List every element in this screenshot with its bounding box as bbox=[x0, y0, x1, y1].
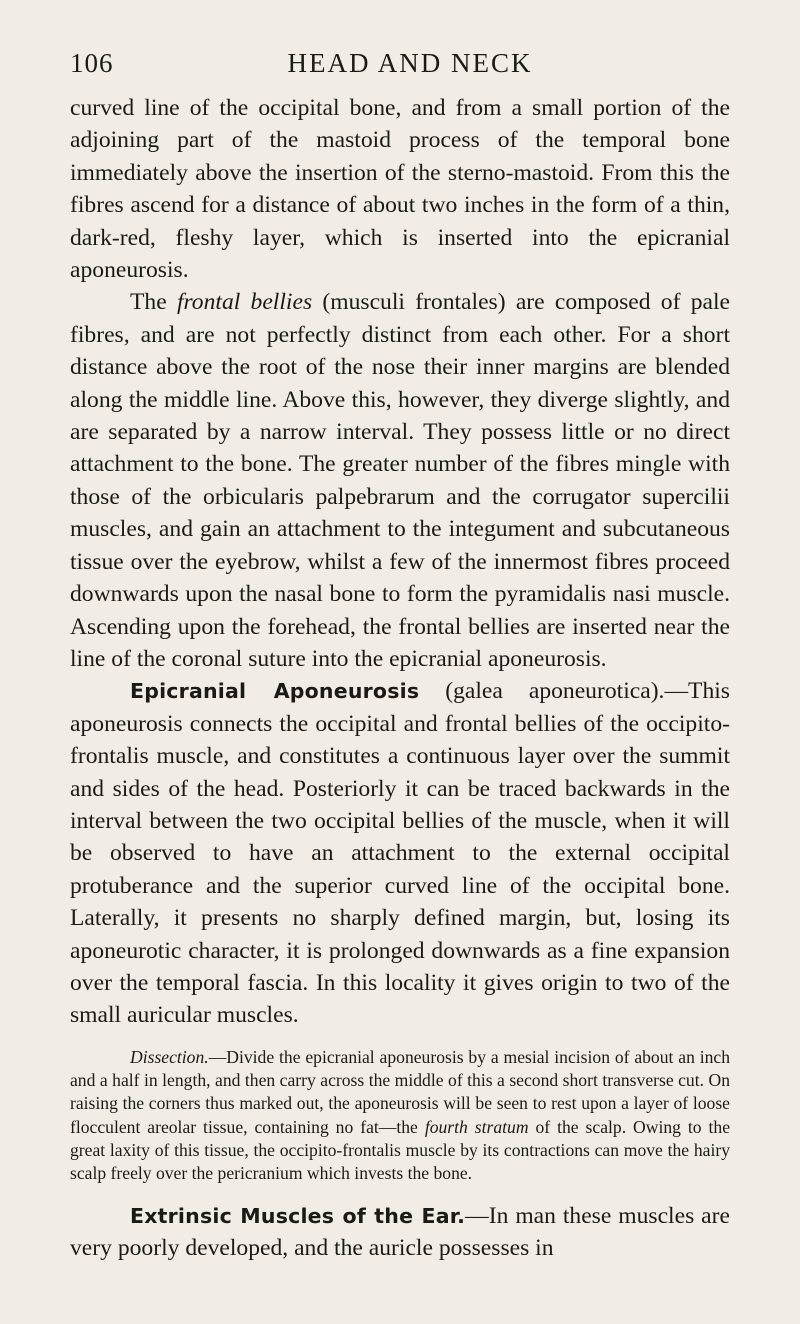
text-span: —Divide the epicranial aponeurosis by a mesial incision of about an inch and a half in length, and then carry across the middle of this a second short transverse cut. On raising the corners thus marked out, the aponeurosis will be seen to rest upon a layer of loose flocculent areolar tissue, containing no fat—the bbox=[70, 1046, 730, 1137]
dissection-note bbox=[70, 1046, 730, 1186]
body-text bbox=[70, 92, 730, 1264]
paragraph-frontal-bellies bbox=[70, 286, 730, 675]
italic-term-frontal-bellies: frontal bellies bbox=[176, 289, 313, 316]
dissection-label: Dissection. bbox=[130, 1046, 209, 1067]
running-head: HEAD AND NECK bbox=[287, 48, 533, 78]
text-span: of the scalp. Owing to the great laxity of this tissue, the occipito-frontalis muscle by its contractions can move the hairy scalp freely over the pericranium which invests the bone. bbox=[70, 1116, 730, 1184]
page-number: 106 bbox=[70, 48, 114, 78]
paragraph-extrinsic-muscles-ear bbox=[70, 1200, 730, 1265]
section-heading-epicranial-aponeurosis: Epicranial Aponeurosis bbox=[130, 679, 420, 704]
text-span: —In man these muscles are very poorly developed, and the auricle possesses in bbox=[70, 1202, 730, 1261]
text-span: (galea aponeurotica).—This aponeurosis connects the occipital and frontal bellies of the occipito-frontalis muscle, and constitutes a continuous layer over the summit and sides of the head. Posteriorly it can be traced backwards in the interval between the two occipital bellies of the muscle, when it will be observed to have an attachment to the external occipital protuberance and the superior curved line of the occipital bone. Laterally, it presents no sharply defined margin, but, losing its aponeurotic character, it is prolonged downwards as a fine expansion over the temporal fascia. In this locality it gives origin to two of the small auricular muscles. bbox=[70, 678, 730, 1029]
page-header bbox=[70, 48, 730, 80]
paragraph-occipital-continued: curved line of the occipital bone, and from a small portion of the adjoining part of the mastoid process of the temporal bone immediately above the insertion of the sterno-mastoid. From this the fibres ascend for a distance of about two inches in the form of a thin, dark-red, fleshy layer, which is inserted into the epicranial aponeurosis. bbox=[70, 95, 730, 284]
paragraph-epicranial-aponeurosis bbox=[70, 675, 730, 1031]
italic-term-fourth-stratum: fourth stratum bbox=[424, 1116, 529, 1137]
section-heading-extrinsic-muscles: Extrinsic Muscles of the Ear. bbox=[130, 1203, 466, 1228]
text-span: (musculi frontales) are composed of pale fibres, and are not perfectly distinct from each other. For a short distance above the root of the nose their inner margins are blended along the middle line. Above this, however, they diverge slightly, and are separated by a narrow interval. They possess little or no direct attachment to the bone. The greater number of the fibres mingle with those of the orbicularis palpebrarum and the corrugator supercilii muscles, and gain an attachment to the integument and subcutaneous tissue over the eyebrow, whilst a few of the innermost fibres proceed downwards upon the nasal bone to form the pyramidalis nasi muscle. Ascending upon the forehead, the frontal bellies are inserted near the line of the coronal suture into the epicranial aponeurosis. bbox=[70, 289, 730, 672]
text-span: The bbox=[130, 289, 177, 316]
